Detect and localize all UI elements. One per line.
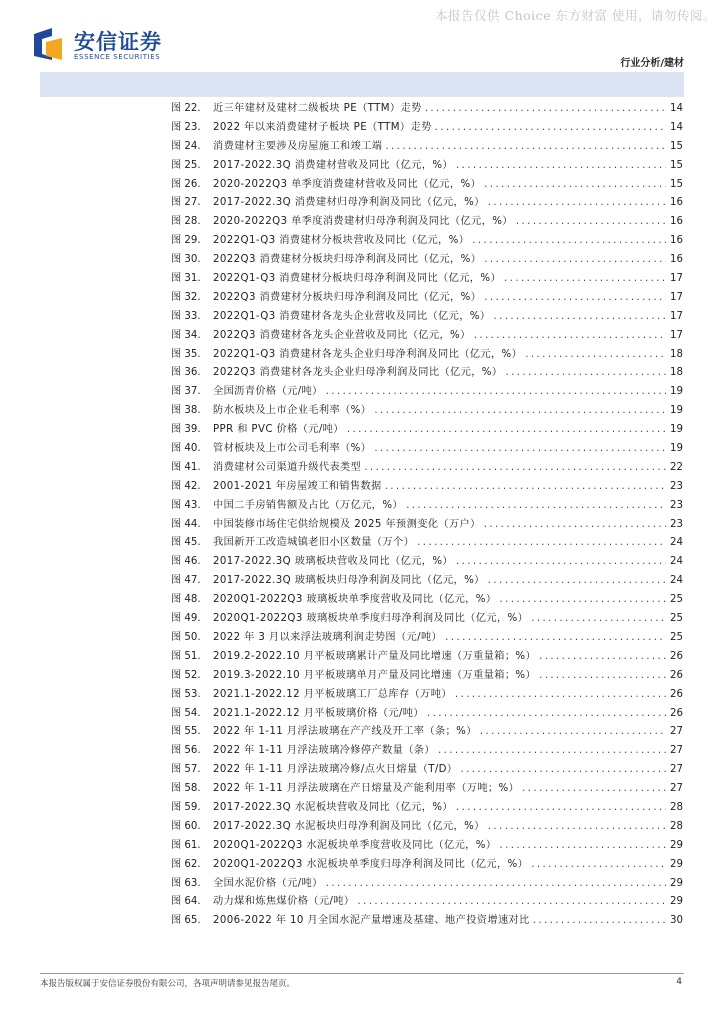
toc-leader-dots	[525, 346, 666, 365]
toc-entry-number: 图 36.	[171, 367, 201, 379]
toc-entry-page: 19	[670, 386, 683, 398]
toc-entry-page: 16	[670, 235, 683, 247]
toc-entry[interactable]	[171, 478, 683, 497]
toc-entry-number: 图 34.	[171, 329, 201, 341]
toc-entry[interactable]	[171, 421, 683, 440]
toc-entry-page: 22	[670, 461, 683, 473]
toc-entry-number: 图 25.	[171, 159, 201, 171]
toc-entry-page: 27	[670, 764, 683, 776]
toc-entry-page: 30	[670, 915, 683, 927]
toc-entry[interactable]	[171, 270, 683, 289]
toc-entry[interactable]	[171, 591, 683, 610]
toc-entry-number: 图 42.	[171, 480, 201, 492]
toc-entry-number: 图 29.	[171, 235, 201, 247]
toc-entry-title: 2019.2-2022.10 月平板玻璃累计产量及同比增速（万重量箱；%）	[213, 650, 537, 662]
toc-entry-page: 24	[670, 537, 683, 549]
toc-leader-dots	[385, 138, 666, 157]
toc-entry-title: 2020-2022Q3 单季度消费建材归母净利润及同比（亿元，%）	[213, 216, 513, 228]
toc-entry-title: 2017-2022.3Q 玻璃板块归母净利润及同比（亿元，%）	[213, 575, 485, 587]
toc-entry-title: 中国装修市场住宅供给规模及 2025 年预测变化（万户）	[213, 518, 481, 530]
toc-entry-page: 17	[670, 291, 683, 303]
toc-leader-dots	[456, 157, 666, 176]
toc-entry-title: 2022 年 3 月以来浮法玻璃利润走势图（元/吨）	[213, 631, 443, 643]
toc-entry-title: 消费建材公司渠道升级代表类型	[213, 461, 362, 473]
toc-leader-dots	[499, 591, 666, 610]
toc-entry-number: 图 23.	[171, 121, 201, 133]
toc-entry-number: 图 62.	[171, 858, 201, 870]
toc-leader-dots	[425, 100, 666, 119]
toc-entry-number: 图 48.	[171, 594, 201, 606]
toc-entry[interactable]	[171, 742, 683, 761]
toc-entry-number: 图 55.	[171, 726, 201, 738]
toc-leader-dots	[480, 723, 666, 742]
toc-entry[interactable]	[171, 818, 683, 837]
toc-entry-page: 17	[670, 273, 683, 285]
toc-entry[interactable]	[171, 629, 683, 648]
toc-entry-page: 19	[670, 405, 683, 417]
logo-mark-icon	[32, 26, 66, 62]
toc-entry-page: 29	[670, 858, 683, 870]
toc-entry-page: 23	[670, 499, 683, 511]
toc-entry-page: 28	[670, 801, 683, 813]
toc-entry-number: 图 63.	[171, 877, 201, 889]
toc-entry-title: 2020Q1-2022Q3 水泥板块单季度归母净利润及同比（亿元，%）	[213, 858, 529, 870]
toc-entry-page: 27	[670, 745, 683, 757]
toc-leader-dots	[374, 440, 666, 459]
toc-leader-dots	[357, 893, 666, 912]
toc-leader-dots	[385, 478, 666, 497]
toc-entry-page: 28	[670, 820, 683, 832]
toc-entry-title: 2022Q1-Q3 消费建材各龙头企业归母净利润及同比（亿元，%）	[213, 348, 523, 360]
toc-entry[interactable]	[171, 157, 683, 176]
toc-leader-dots	[505, 364, 666, 383]
toc-entry-page: 24	[670, 575, 683, 587]
toc-entry-number: 图 30.	[171, 254, 201, 266]
toc-entry-page: 16	[670, 197, 683, 209]
toc-entry-number: 图 27.	[171, 197, 201, 209]
toc-entry-page: 25	[670, 631, 683, 643]
toc-entry[interactable]	[171, 138, 683, 157]
toc-leader-dots	[488, 194, 666, 213]
toc-leader-dots	[435, 119, 666, 138]
toc-entry[interactable]	[171, 213, 683, 232]
toc-entry[interactable]	[171, 856, 683, 875]
toc-leader-dots	[438, 742, 666, 761]
toc-entry-title: 2020Q1-2022Q3 玻璃板块单季度营收及同比（亿元，%）	[213, 594, 497, 606]
toc-entry-title: 管材板块及上市公司毛利率（%）	[213, 443, 372, 455]
toc-entry-page: 25	[670, 594, 683, 606]
toc-entry-number: 图 44.	[171, 518, 201, 530]
toc-entry-title: PPR 和 PVC 价格（元/吨）	[213, 424, 344, 436]
toc-entry-page: 17	[670, 310, 683, 322]
toc-entry-title: 2017-2022.3Q 消费建材营收及同比（亿元，%）	[213, 159, 454, 171]
toc-entry[interactable]	[171, 346, 683, 365]
toc-leader-dots	[488, 572, 666, 591]
toc-entry-number: 图 61.	[171, 839, 201, 851]
toc-entry-page: 14	[670, 103, 683, 114]
toc-entry-page: 27	[670, 726, 683, 738]
toc-entry-title: 2020-2022Q3 单季度消费建材营收及同比（亿元，%）	[213, 178, 482, 190]
toc-entry-page: 26	[670, 669, 683, 681]
toc-entry-page: 15	[670, 140, 683, 152]
figure-index-list	[171, 100, 683, 931]
toc-entry-title: 2022 年以来消费建材子板块 PE（TTM）走势	[213, 121, 432, 133]
toc-entry[interactable]	[171, 534, 683, 553]
toc-entry-title: 2021.1-2022.12 月平板玻璃价格（元/吨）	[213, 707, 424, 719]
toc-entry-title: 2022Q3 消费建材各龙头企业归母净利润及同比（亿元，%）	[213, 367, 503, 379]
toc-leader-dots	[488, 818, 666, 837]
toc-entry[interactable]	[171, 402, 683, 421]
toc-entry[interactable]	[171, 799, 683, 818]
toc-entry-title: 2022Q3 消费建材分板块归母净利润及同比（亿元，%）	[213, 254, 482, 266]
toc-entry-title: 全国沥青价格（元/吨）	[213, 386, 323, 398]
toc-entry-title: 2022Q1-Q3 消费建材分板块营收及同比（亿元，%）	[213, 235, 470, 247]
toc-entry-number: 图 41.	[171, 461, 201, 473]
toc-entry-number: 图 32.	[171, 291, 201, 303]
toc-entry-title: 2001-2021 年房屋竣工和销售数据	[213, 480, 382, 492]
toc-leader-dots	[374, 402, 666, 421]
toc-entry[interactable]	[171, 232, 683, 251]
toc-leader-dots	[417, 534, 666, 553]
toc-leader-dots	[347, 421, 666, 440]
toc-entry-number: 图 40.	[171, 443, 201, 455]
toc-leader-dots	[516, 213, 666, 232]
toc-leader-dots	[445, 629, 666, 648]
header-band	[40, 72, 684, 97]
toc-entry-title: 2022Q1-Q3 消费建材分板块归母净利润及同比（亿元，%）	[213, 273, 502, 285]
toc-entry-page: 16	[670, 216, 683, 228]
footer-disclaimer: 本报告版权属于安信证券股份有限公司，各项声明请参见报告尾页。	[40, 979, 296, 989]
toc-entry-number: 图 28.	[171, 216, 201, 228]
toc-entry-page: 29	[670, 877, 683, 889]
toc-leader-dots	[406, 497, 666, 516]
toc-entry-number: 图 59.	[171, 801, 201, 813]
toc-entry-title: 2021.1-2022.12 月平板玻璃工厂总库存（万吨）	[213, 688, 452, 700]
toc-leader-dots	[474, 327, 666, 346]
toc-entry-title: 2022 年 1-11 月浮法玻璃在产日熔量及产能利用率（万吨；%）	[213, 783, 520, 795]
toc-entry-title: 2006-2022 年 10 月全国水泥产量增速及基建、地产投资增速对比	[213, 915, 530, 927]
toc-entry-title: 中国二手房销售额及占比（万亿元，%）	[213, 499, 404, 511]
toc-leader-dots	[533, 912, 666, 931]
toc-entry-number: 图 26.	[171, 178, 201, 190]
toc-entry-number: 图 37.	[171, 386, 201, 398]
toc-entry-title: 2022 年 1-11 月浮法玻璃冷修/点火日熔量（T/D）	[213, 764, 458, 776]
toc-entry[interactable]	[171, 289, 683, 308]
toc-entry-number: 图 49.	[171, 613, 201, 625]
toc-entry[interactable]	[171, 327, 683, 346]
toc-entry-number: 图 45.	[171, 537, 201, 549]
toc-entry-number: 图 51.	[171, 650, 201, 662]
toc-entry-page: 23	[670, 518, 683, 530]
toc-entry-title: 2020Q1-2022Q3 玻璃板块单季度归母净利润及同比（亿元，%）	[213, 613, 529, 625]
toc-leader-dots	[461, 761, 666, 780]
toc-entry-page: 15	[670, 178, 683, 190]
toc-entry-page: 14	[670, 121, 683, 133]
toc-entry-page: 19	[670, 424, 683, 436]
toc-entry-number: 图 56.	[171, 745, 201, 757]
toc-entry[interactable]	[171, 875, 683, 894]
toc-leader-dots	[499, 837, 666, 856]
toc-entry-title: 2022Q3 消费建材分板块归母净利润及同比（亿元，%）	[213, 291, 482, 303]
toc-leader-dots	[484, 176, 666, 195]
toc-entry[interactable]	[171, 119, 683, 138]
toc-entry-number: 图 35.	[171, 348, 201, 360]
toc-entry-number: 图 54.	[171, 707, 201, 719]
toc-entry-number: 图 33.	[171, 310, 201, 322]
toc-leader-dots	[504, 270, 666, 289]
toc-entry[interactable]	[171, 761, 683, 780]
toc-entry-number: 图 31.	[171, 273, 201, 285]
toc-leader-dots	[531, 856, 666, 875]
toc-entry-page: 25	[670, 613, 683, 625]
toc-entry[interactable]	[171, 912, 683, 931]
toc-entry-title: 2019.3-2022.10 月平板玻璃单月产量及同比增速（万重量箱；%）	[213, 669, 537, 681]
toc-entry-title: 全国水泥价格（元/吨）	[213, 877, 323, 889]
logo-name-en: ESSENCE SECURITIES	[74, 53, 161, 61]
toc-entry-page: 29	[670, 839, 683, 851]
toc-leader-dots	[484, 516, 666, 535]
toc-leader-dots	[456, 553, 666, 572]
toc-entry-number: 图 52.	[171, 669, 201, 681]
toc-entry-title: 2022Q1-Q3 消费建材各龙头企业营收及同比（亿元，%）	[213, 310, 491, 322]
toc-entry-number: 图 60.	[171, 820, 201, 832]
toc-entry-number: 图 65.	[171, 915, 201, 927]
toc-entry-title: 近三年建材及建材二级板块 PE（TTM）走势	[213, 103, 422, 114]
toc-entry-title: 2022 年 1-11 月浮法玻璃冷修停产数量（条）	[213, 745, 435, 757]
company-logo	[32, 26, 182, 66]
toc-entry-number: 图 38.	[171, 405, 201, 417]
toc-entry[interactable]	[171, 667, 683, 686]
toc-entry-number: 图 53.	[171, 688, 201, 700]
toc-entry[interactable]	[171, 308, 683, 327]
toc-entry-page: 26	[670, 707, 683, 719]
toc-entry-page: 16	[670, 254, 683, 266]
toc-entry-page: 26	[670, 688, 683, 700]
toc-entry[interactable]	[171, 572, 683, 591]
toc-entry-title: 2022 年 1-11 月浮法玻璃在产产线及开工率（条；%）	[213, 726, 477, 738]
toc-leader-dots	[326, 383, 666, 402]
toc-entry-number: 图 58.	[171, 783, 201, 795]
toc-entry[interactable]	[171, 648, 683, 667]
toc-entry-number: 图 39.	[171, 424, 201, 436]
toc-leader-dots	[522, 780, 666, 799]
toc-entry-title: 我国新开工改造城镇老旧小区数量（万个）	[213, 537, 415, 549]
watermark: 本报告仅供 Choice 东方财富 使用，请勿传阅。	[435, 8, 716, 23]
toc-leader-dots	[455, 686, 666, 705]
toc-entry-title: 消费建材主要涉及房屋施工和竣工端	[213, 140, 383, 152]
toc-leader-dots	[326, 875, 666, 894]
toc-leader-dots	[484, 251, 666, 270]
toc-entry[interactable]	[171, 364, 683, 383]
toc-entry-title: 2022Q3 消费建材各龙头企业营收及同比（亿元，%）	[213, 329, 471, 341]
toc-leader-dots	[456, 799, 666, 818]
toc-entry[interactable]	[171, 251, 683, 270]
toc-entry-page: 24	[670, 556, 683, 568]
report-category: 行业分析/建材	[620, 58, 684, 69]
toc-entry-page: 27	[670, 783, 683, 795]
toc-entry[interactable]	[171, 459, 683, 478]
toc-leader-dots	[472, 232, 666, 251]
toc-entry-number: 图 64.	[171, 896, 201, 908]
toc-leader-dots	[531, 610, 666, 629]
toc-leader-dots	[484, 289, 666, 308]
toc-entry[interactable]	[171, 705, 683, 724]
toc-entry[interactable]	[171, 516, 683, 535]
toc-entry-page: 26	[670, 650, 683, 662]
toc-entry-title: 防水板块及上市企业毛利率（%）	[213, 405, 372, 417]
toc-entry-number: 图 46.	[171, 556, 201, 568]
toc-entry-number: 图 22.	[171, 103, 201, 114]
toc-entry[interactable]	[171, 100, 683, 119]
toc-entry-number: 图 50.	[171, 631, 201, 643]
toc-entry-page: 29	[670, 896, 683, 908]
toc-entry[interactable]	[171, 440, 683, 459]
toc-leader-dots	[364, 459, 666, 478]
toc-entry-title: 2017-2022.3Q 玻璃板块营收及同比（亿元，%）	[213, 556, 454, 568]
toc-entry[interactable]	[171, 194, 683, 213]
toc-entry-title: 2017-2022.3Q 消费建材归母净利润及同比（亿元，%）	[213, 197, 485, 209]
toc-entry-title: 2020Q1-2022Q3 水泥板块单季度营收及同比（亿元，%）	[213, 839, 497, 851]
toc-entry-page: 15	[670, 159, 683, 171]
toc-entry-title: 动力煤和炼焦煤价格（元/吨）	[213, 896, 355, 908]
toc-entry[interactable]	[171, 780, 683, 799]
logo-name-cn: 安信证券	[74, 30, 162, 54]
page-number: 4	[676, 977, 682, 987]
toc-entry-page: 17	[670, 329, 683, 341]
toc-leader-dots	[539, 667, 666, 686]
toc-entry-page: 18	[670, 348, 683, 360]
toc-entry[interactable]	[171, 893, 683, 912]
toc-entry-number: 图 57.	[171, 764, 201, 776]
toc-entry-title: 2017-2022.3Q 水泥板块营收及同比（亿元，%）	[213, 801, 454, 813]
toc-leader-dots	[427, 705, 666, 724]
toc-entry[interactable]	[171, 497, 683, 516]
toc-entry[interactable]	[171, 553, 683, 572]
toc-entry[interactable]	[171, 383, 683, 402]
toc-entry[interactable]	[171, 837, 683, 856]
toc-entry-page: 18	[670, 367, 683, 379]
toc-entry[interactable]	[171, 723, 683, 742]
toc-entry-page: 23	[670, 480, 683, 492]
toc-entry-number: 图 43.	[171, 499, 201, 511]
toc-leader-dots	[539, 648, 666, 667]
toc-entry-number: 图 47.	[171, 575, 201, 587]
toc-leader-dots	[493, 308, 666, 327]
toc-entry-title: 2017-2022.3Q 水泥板块归母净利润及同比（亿元，%）	[213, 820, 485, 832]
toc-entry[interactable]	[171, 610, 683, 629]
toc-entry[interactable]	[171, 686, 683, 705]
toc-entry-number: 图 24.	[171, 140, 201, 152]
toc-entry[interactable]	[171, 176, 683, 195]
footer-divider	[40, 973, 684, 974]
toc-entry-page: 19	[670, 443, 683, 455]
